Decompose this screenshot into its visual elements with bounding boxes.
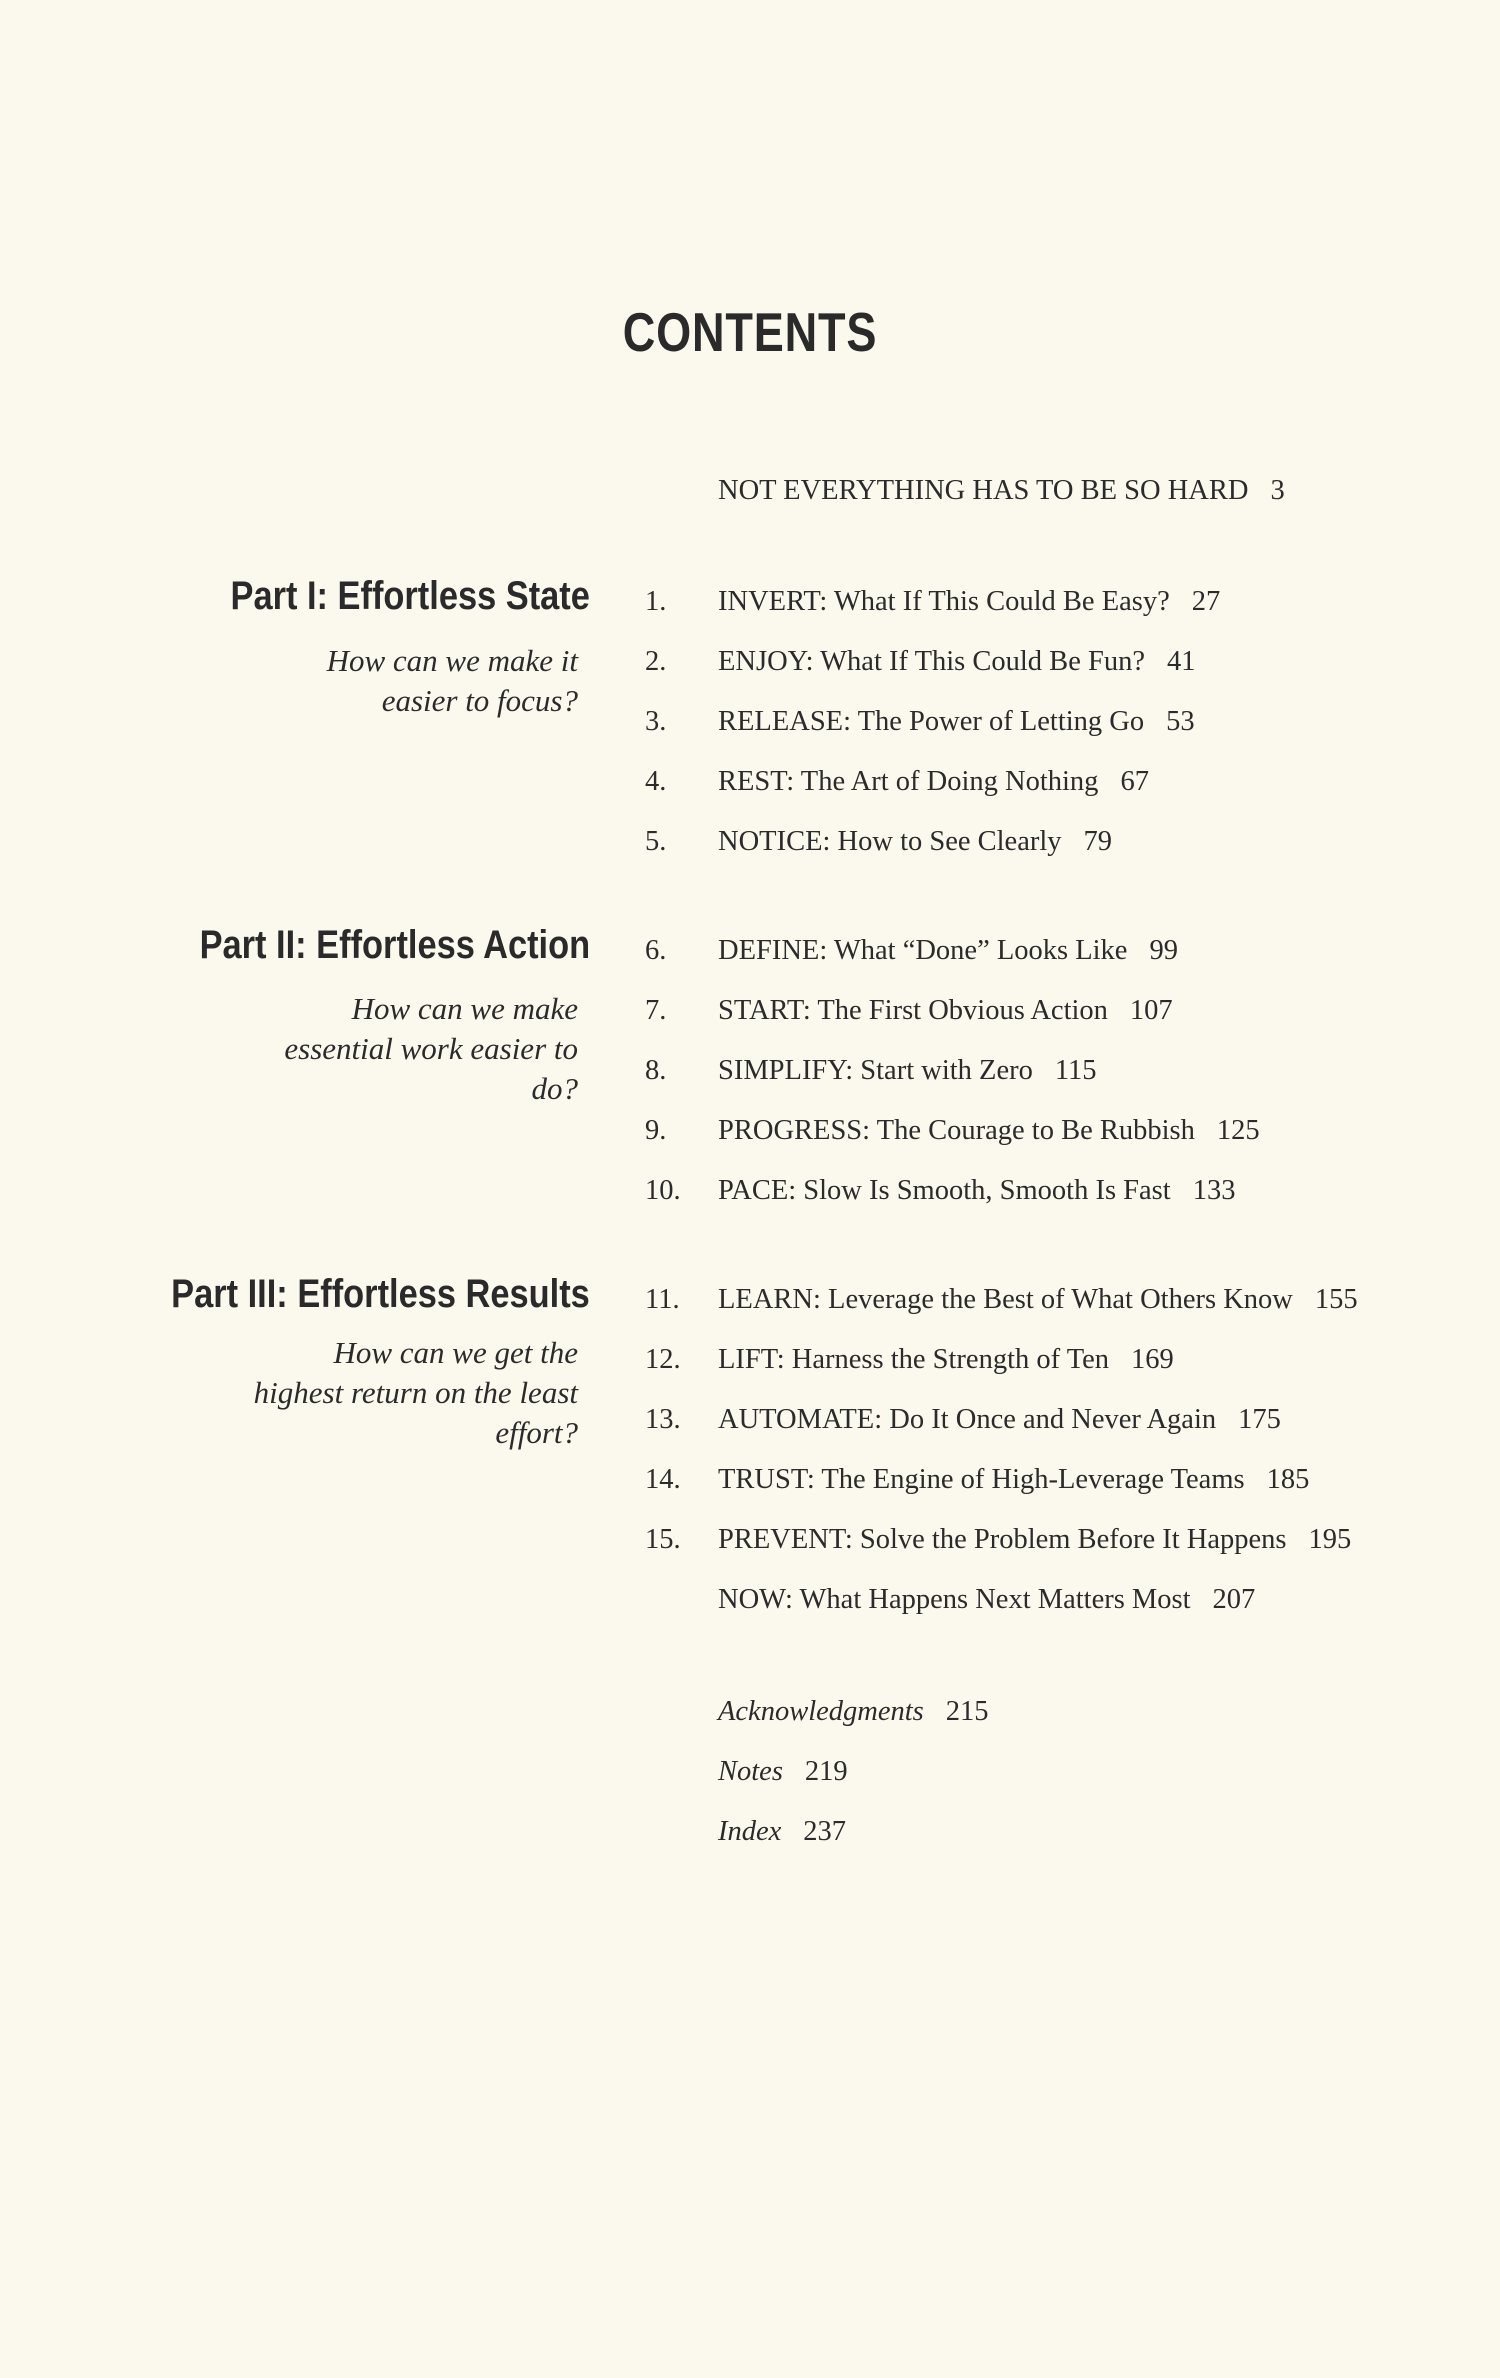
chapter-12-entry[interactable] xyxy=(718,1346,1174,1375)
entry-label: REST: The Art of Doing Nothing xyxy=(718,766,1099,797)
entry-page-number: 185 xyxy=(1266,1464,1310,1495)
chapter-15-number: 15. xyxy=(645,1524,681,1555)
page-title: CONTENTS xyxy=(622,301,878,363)
chapter-13-entry[interactable] xyxy=(718,1406,1281,1435)
entry-page-number: 215 xyxy=(945,1696,989,1727)
entry-page-number: 133 xyxy=(1192,1175,1236,1206)
part-1-question: How can we make it easier to focus? xyxy=(326,643,578,718)
entry-label: PREVENT: Solve the Problem Before It Happens xyxy=(718,1524,1287,1555)
entry-label: PACE: Slow Is Smooth, Smooth Is Fast xyxy=(718,1175,1171,1206)
entry-label: DEFINE: What “Done” Looks Like xyxy=(718,935,1128,966)
part-1-title: Part I: Effortless State xyxy=(230,574,590,618)
part-2-question: How can we make essential work easier to do? xyxy=(284,991,578,1106)
entry-page-number: 237 xyxy=(803,1816,847,1847)
entry-label: RELEASE: The Power of Letting Go xyxy=(718,706,1145,737)
chapter-10-entry[interactable] xyxy=(718,1177,1235,1206)
entry-label: Index xyxy=(718,1816,782,1847)
entry-label: SIMPLIFY: Start with Zero xyxy=(718,1055,1033,1086)
chapter-11-number: 11. xyxy=(645,1284,680,1315)
entry-page-number: 3 xyxy=(1270,475,1285,506)
entry-label: Notes xyxy=(718,1756,783,1787)
entry-page-number: 99 xyxy=(1149,935,1178,966)
part-3-question: How can we get the highest return on the least effort? xyxy=(253,1335,578,1450)
chapter-15-entry[interactable] xyxy=(718,1526,1351,1555)
chapter-9-entry[interactable] xyxy=(718,1117,1260,1146)
chapter-2-number: 2. xyxy=(645,646,667,677)
chapter-8-number: 8. xyxy=(645,1055,667,1086)
entry-label: NOT EVERYTHING HAS TO BE SO HARD xyxy=(718,475,1249,506)
chapter-14-number: 14. xyxy=(645,1464,681,1495)
back-matter-acknowledgments[interactable] xyxy=(718,1698,989,1727)
chapter-14-entry[interactable] xyxy=(718,1466,1309,1495)
entry-page-number: 41 xyxy=(1166,646,1196,677)
back-matter-notes[interactable] xyxy=(718,1758,848,1787)
chapter-1-number: 1. xyxy=(645,586,667,617)
entry-page-number: 115 xyxy=(1054,1055,1097,1086)
entry-page-number: 155 xyxy=(1314,1284,1358,1315)
chapter-11-entry[interactable] xyxy=(718,1286,1358,1315)
chapter-4-entry[interactable] xyxy=(718,768,1149,797)
chapter-13-number: 13. xyxy=(645,1404,681,1435)
chapter-4-number: 4. xyxy=(645,766,667,797)
chapter-7-number: 7. xyxy=(645,995,667,1026)
entry-label: Acknowledgments xyxy=(718,1696,924,1727)
chapter-8-entry[interactable] xyxy=(718,1057,1097,1086)
chapter-3-number: 3. xyxy=(645,706,667,737)
entry-page-number: 169 xyxy=(1131,1344,1174,1375)
chapter-9-number: 9. xyxy=(645,1115,667,1146)
entry-page-number: 175 xyxy=(1238,1404,1281,1435)
entry-label: TRUST: The Engine of High-Leverage Teams xyxy=(718,1464,1245,1495)
chapter-1-entry[interactable] xyxy=(718,588,1220,617)
entry-label: NOTICE: How to See Clearly xyxy=(718,826,1062,857)
back-matter-index[interactable] xyxy=(718,1818,846,1847)
chapter-6-entry[interactable] xyxy=(718,937,1178,966)
entry-page-number: 219 xyxy=(804,1756,848,1787)
entry-label: START: The First Obvious Action xyxy=(718,995,1108,1026)
entry-page-number: 27 xyxy=(1191,586,1221,617)
chapter-5-entry[interactable] xyxy=(718,828,1112,857)
entry-page-number: 195 xyxy=(1308,1524,1352,1555)
chapter-10-number: 10. xyxy=(645,1175,681,1206)
entry-page-number: 67 xyxy=(1120,766,1149,797)
part-3-title: Part III: Effortless Results xyxy=(171,1272,590,1316)
chapter-12-number: 12. xyxy=(645,1344,681,1375)
entry-label: INVERT: What If This Could Be Easy? xyxy=(718,586,1170,617)
chapter-5-number: 5. xyxy=(645,826,667,857)
chapter-6-number: 6. xyxy=(645,935,667,966)
entry-label: NOW: What Happens Next Matters Most xyxy=(718,1584,1191,1615)
intro-entry[interactable] xyxy=(718,477,1285,506)
entry-page-number: 79 xyxy=(1083,826,1113,857)
conclusion-entry[interactable] xyxy=(718,1586,1255,1615)
entry-label: LEARN: Leverage the Best of What Others Know xyxy=(718,1284,1293,1315)
entry-page-number: 53 xyxy=(1166,706,1195,737)
part-2-title: Part II: Effortless Action xyxy=(199,923,590,967)
entry-label: AUTOMATE: Do It Once and Never Again xyxy=(718,1404,1217,1435)
chapter-2-entry[interactable] xyxy=(718,648,1195,677)
entry-page-number: 125 xyxy=(1216,1115,1260,1146)
entry-page-number: 207 xyxy=(1212,1584,1256,1615)
chapter-3-entry[interactable] xyxy=(718,708,1195,737)
entry-label: ENJOY: What If This Could Be Fun? xyxy=(718,646,1145,677)
entry-label: LIFT: Harness the Strength of Ten xyxy=(718,1344,1110,1375)
entry-label: PROGRESS: The Courage to Be Rubbish xyxy=(718,1115,1195,1146)
entry-page-number: 107 xyxy=(1129,995,1173,1026)
chapter-7-entry[interactable] xyxy=(718,997,1173,1026)
